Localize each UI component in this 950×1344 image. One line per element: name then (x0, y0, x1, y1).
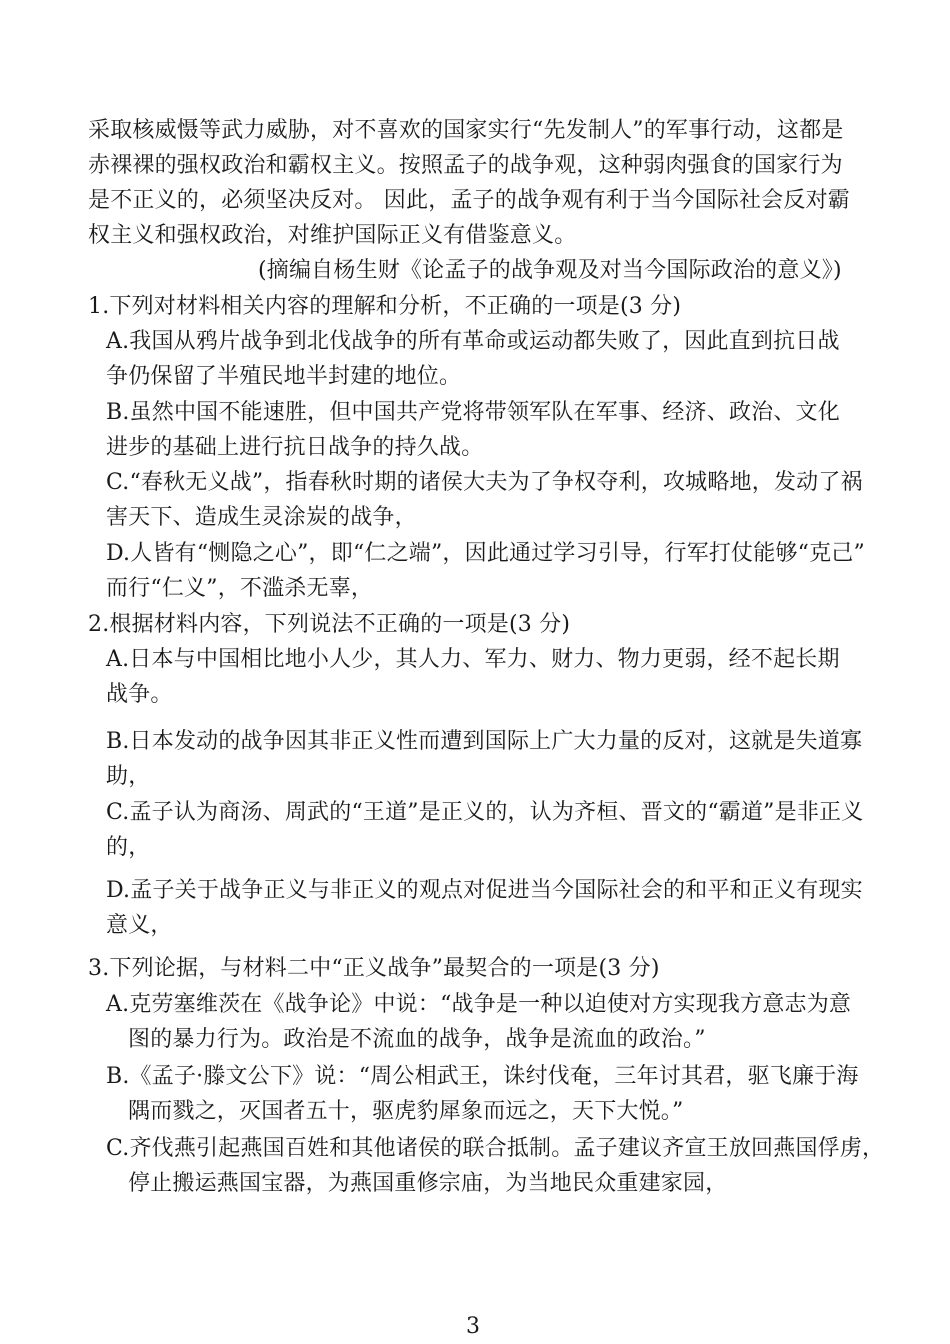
option-line: 意义， (106, 913, 173, 938)
option-line: A.克劳塞维茨在《战争论》中说：“战争是一种以迫使对方实现我方意志为意 (106, 992, 852, 1017)
option-line: C.“春秋无义战”，指春秋时期的诸侯大夫为了争权夺利，攻城略地，发动了祸 (106, 470, 863, 495)
option-line: 进步的基础上进行抗日战争的持久战。 (106, 435, 484, 460)
option-line: D.人皆有“恻隐之心”，即“仁之端”，因此通过学习引导，行军打仗能够“克己” (106, 541, 865, 566)
passage-source: (摘编自杨生财《论孟子的战争观及对当今国际政治的意义》) (258, 258, 842, 283)
option-line: 的， (106, 835, 151, 860)
passage-line: 是不正义的，必须坚决反对。 因此，孟子的战争观有利于当今国际社会反对霸 (88, 188, 850, 213)
option-line: B.《孟子·滕文公下》说：“周公相武王，诛纣伐奄，三年讨其君，驱飞廉于海 (106, 1064, 859, 1089)
option-line: 停止搬运燕国宝器，为燕国重修宗庙，为当地民众重建家园， (128, 1171, 728, 1196)
passage-line: 采取核威慑等武力威胁，对不喜欢的国家实行“先发制人”的军事行动，这都是 (88, 118, 844, 143)
option-line: B.日本发动的战争因其非正义性而遭到国际上广大力量的反对，这就是失道寡 (106, 729, 863, 754)
option-line: 图的暴力行为。政治是不流血的战争，战争是流血的政治。” (128, 1027, 706, 1052)
option-line: D.孟子关于战争正义与非正义的观点对促进当今国际社会的和平和正义有现实 (106, 878, 863, 903)
option-line: C.孟子认为商汤、周武的“王道”是正义的，认为齐桓、晋文的“霸道”是非正义 (106, 800, 864, 825)
option-line: 而行“仁义”，不滥杀无辜， (106, 576, 374, 601)
option-line: 助， (106, 764, 151, 789)
option-line: 战争。 (106, 682, 173, 707)
option-line: 害天下、造成生灵涂炭的战争， (106, 505, 417, 530)
question-stem: 1.下列对材料相关内容的理解和分析，不正确的一项是(3 分) (88, 294, 682, 319)
option-line: B.虽然中国不能速胜，但中国共产党将带领军队在军事、经济、政治、文化 (106, 400, 840, 425)
question-stem: 3.下列论据，与材料二中“正义战争”最契合的一项是(3 分) (88, 956, 660, 981)
option-line: 争仍保留了半殖民地半封建的地位。 (106, 364, 462, 389)
option-line: C.齐伐燕引起燕国百姓和其他诸侯的联合抵制。孟子建议齐宣王放回燕国俘虏， (106, 1136, 885, 1161)
option-line: 隅而戮之，灭国者五十，驱虎豹犀象而远之，天下大悦。” (128, 1099, 684, 1124)
option-line: A.我国从鸦片战争到北伐战争的所有革命或运动都失败了，因此直到抗日战 (106, 329, 840, 354)
question-stem: 2.根据材料内容，下列说法不正确的一项是(3 分) (88, 612, 571, 637)
passage-line: 赤裸裸的强权政治和霸权主义。按照孟子的战争观，这种弱肉强食的国家行为 (88, 153, 843, 178)
page-number: 3 (466, 1314, 480, 1339)
passage-line: 权主义和强权政治，对维护国际正义有借鉴意义。 (88, 223, 577, 248)
option-line: A.日本与中国相比地小人少，其人力、军力、财力、物力更弱，经不起长期 (106, 647, 840, 672)
